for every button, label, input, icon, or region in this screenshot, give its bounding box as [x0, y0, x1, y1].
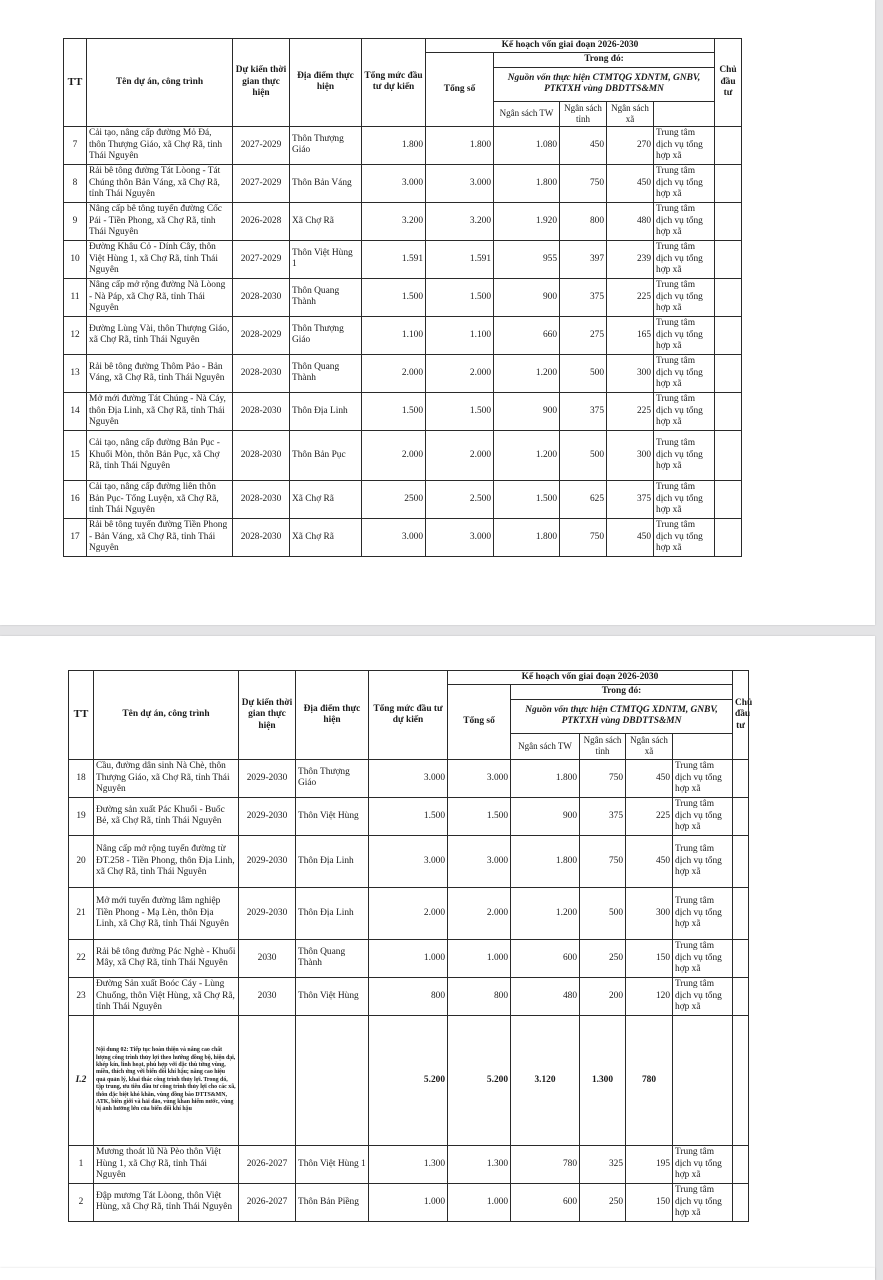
cell-location: Thôn Việt Hùng — [296, 977, 369, 1015]
cell-investor: Trung tâm dịch vụ tổng hợp xã — [654, 316, 715, 354]
cell-project-name: Rải bê tông đường Tát Lòong - Tát Chúng thôn Bản Váng, xã Chợ Rã, tỉnh Thái Nguyên — [87, 164, 233, 202]
cell-note — [733, 1145, 749, 1183]
header-time: Dự kiến thời gian thực hiện — [239, 671, 296, 760]
cell-tt: 11 — [64, 278, 87, 316]
cell-project-name: Rải bê tông đường Thôm Pảo - Bản Váng, xã Chợ Rã, tỉnh Thái Nguyên — [87, 354, 233, 392]
cell-commune-budget: 375 — [607, 480, 654, 518]
cell-total-investment: 1.100 — [362, 316, 426, 354]
cell-investor: Trung tâm dịch vụ tổng hợp xã — [654, 430, 715, 480]
cell-project-name: Nâng cấp mở rộng tuyến đường từ ĐT.258 - Tiền Phong, thôn Địa Linh, xã Chợ Rã, tỉnh Thái Nguyên — [94, 835, 239, 887]
cell-project-name: Cầu, đường dân sinh Nà Chè, thôn Thượng Giáo, xã Chợ Rã, tỉnh Thái Nguyên — [94, 759, 239, 797]
cell-province-budget: 275 — [560, 316, 607, 354]
cell-commune-budget: 225 — [607, 278, 654, 316]
cell-investor: Trung tâm dịch vụ tổng hợp xã — [673, 977, 733, 1015]
cell-project-name: Rải bê tông tuyến đường Tiền Phong - Bản Váng, xã Chợ Rã, tỉnh Thái Nguyên — [87, 518, 233, 556]
cell-sum: 3.000 — [448, 759, 511, 797]
header-province-budget: Ngân sách tỉnh — [560, 101, 607, 126]
cell-sum: 1.500 — [426, 392, 494, 430]
cell-project-name: Mương thoát lũ Nà Pèo thôn Việt Hùng 1, xã Chợ Rã, tỉnh Thái Nguyên — [94, 1145, 239, 1183]
cell-note — [715, 518, 742, 556]
cell-investor: Trung tâm dịch vụ tổng hợp xã — [654, 126, 715, 164]
cell-commune-budget: 450 — [626, 835, 673, 887]
cell-project-name: Đập mương Tát Lòong, thôn Việt Hùng, xã Chợ Rã, tỉnh Thái Nguyên — [94, 1183, 239, 1221]
cell-central-budget: 1.200 — [494, 430, 560, 480]
cell-time: 2029-2030 — [239, 759, 296, 797]
cell-investor: Trung tâm dịch vụ tổng hợp xã — [673, 887, 733, 939]
cell-project-name: Đường Sản xuất Boóc Cáy - Lùng Chuổng, thôn Việt Hùng, xã Chợ Rã, tỉnh Thái Nguyên — [94, 977, 239, 1015]
cell-tt: 21 — [69, 887, 94, 939]
cell-commune-budget: 239 — [607, 240, 654, 278]
table-row — [69, 1183, 749, 1221]
section-central-budget: 3.120 — [511, 1015, 580, 1145]
cell-tt: 1 — [69, 1145, 94, 1183]
cell-investor: Trung tâm dịch vụ tổng hợp xã — [673, 835, 733, 887]
cell-central-budget: 1.800 — [494, 518, 560, 556]
cell-time: 2028-2029 — [233, 316, 290, 354]
section-content: Nội dung 02: Tiếp tục hoàn thiện và nâng cao chất lượng công trình thủy lợi theo hướng đồng bộ, hiện đại, khép kín, linh hoạt, phù hợp với đặc thù từng vùng, miền, thích ứng với biến đổi khí hậu; nâng cao hiệu quả quản lý, khai thác công trình thủy lợi. Trong đó, tập trung, ưu tiên đầu tư công trình thủy lợi cho các xã, thôn đặc biệt khó khăn, vùng đồng bào DTTS&MN, ATK, biên giới và hải đảo, vùng khan hiếm nước, vùng bị ảnh hưởng lớn của biến đổi khí hậu — [94, 1015, 239, 1145]
cell-location: Thôn Việt Hùng — [296, 797, 369, 835]
cell-note — [715, 164, 742, 202]
cell-central-budget: 1.800 — [511, 835, 580, 887]
cell-province-budget: 250 — [580, 1183, 626, 1221]
cell-note — [733, 939, 749, 977]
cell-sum: 1.100 — [426, 316, 494, 354]
budget-table-page-2 — [68, 670, 753, 1222]
cell-time: 2026-2027 — [239, 1183, 296, 1221]
cell-total-investment: 1.500 — [362, 278, 426, 316]
section-province-budget: 1.300 — [580, 1015, 626, 1145]
cell-investor: Trung tâm dịch vụ tổng hợp xã — [654, 202, 715, 240]
cell-total-investment: 1.000 — [369, 939, 448, 977]
cell-commune-budget: 270 — [607, 126, 654, 164]
section-total-investment: 5.200 — [369, 1015, 448, 1145]
cell-central-budget: 660 — [494, 316, 560, 354]
cell-location: Thôn Bản Piềng — [296, 1183, 369, 1221]
cell-location: Thôn Địa Linh — [296, 887, 369, 939]
header-capital-plan: Kế hoạch vốn giai đoạn 2026-2030 — [426, 39, 715, 53]
cell-province-budget: 375 — [560, 278, 607, 316]
header-investor: Chủ đầu tư — [715, 39, 742, 127]
cell-investor: Trung tâm dịch vụ tổng hợp xã — [654, 392, 715, 430]
header-commune-budget: Ngân sách xã — [607, 101, 654, 126]
cell-note — [715, 202, 742, 240]
cell-note — [733, 797, 749, 835]
cell-time: 2027-2029 — [233, 164, 290, 202]
cell-total-investment: 800 — [369, 977, 448, 1015]
cell-project-name: Cải tạo, nâng cấp đường liên thôn Bản Pục- Tổng Luyện, xã Chợ Rã, tỉnh Thái Nguyên — [87, 480, 233, 518]
cell-commune-budget: 165 — [607, 316, 654, 354]
table-row — [64, 430, 742, 480]
cell-location: Thôn Thượng Giáo — [290, 126, 362, 164]
cell-tt: 16 — [64, 480, 87, 518]
cell-sum: 1.000 — [448, 1183, 511, 1221]
header-project-name: Tên dự án, công trình — [94, 671, 239, 760]
cell-commune-budget: 150 — [626, 939, 673, 977]
cell-location: Thôn Địa Linh — [296, 835, 369, 887]
cell-sum: 2.000 — [426, 354, 494, 392]
table-row — [69, 977, 749, 1015]
cell-commune-budget: 300 — [607, 430, 654, 480]
cell-investor: Trung tâm dịch vụ tổng hợp xã — [654, 278, 715, 316]
cell-total-investment: 1.300 — [369, 1145, 448, 1183]
cell-central-budget: 1.800 — [511, 759, 580, 797]
section-row — [69, 1015, 749, 1145]
cell-time: 2028-2030 — [233, 518, 290, 556]
cell-commune-budget: 450 — [607, 518, 654, 556]
header-location: Địa điểm thực hiện — [296, 671, 369, 760]
cell-total-investment: 3.000 — [362, 518, 426, 556]
header-sum: Tổng số — [448, 685, 511, 759]
document-page-3 — [0, 1268, 875, 1280]
cell-total-investment: 1.591 — [362, 240, 426, 278]
header-total-investment: Tổng mức đầu tư dự kiến — [369, 671, 448, 760]
cell-location: Thôn Việt Hùng 1 — [296, 1145, 369, 1183]
cell-central-budget: 900 — [494, 278, 560, 316]
cell-total-investment: 2500 — [362, 480, 426, 518]
cell-sum: 2.500 — [426, 480, 494, 518]
cell-province-budget: 625 — [560, 480, 607, 518]
cell-province-budget: 200 — [580, 977, 626, 1015]
header-of-which: Trong đó: — [494, 53, 715, 67]
cell-central-budget: 1.200 — [494, 354, 560, 392]
table-row — [69, 887, 749, 939]
header-investor: Chủ đầu tư — [733, 671, 749, 760]
cell-central-budget: 900 — [494, 392, 560, 430]
cell-location: Xã Chợ Rã — [290, 480, 362, 518]
cell-sum: 3.000 — [426, 518, 494, 556]
cell-commune-budget: 450 — [626, 759, 673, 797]
cell-time: 2027-2029 — [233, 240, 290, 278]
cell-province-budget: 250 — [580, 939, 626, 977]
cell-time: 2030 — [239, 939, 296, 977]
cell-location: Thôn Quang Thành — [296, 939, 369, 977]
cell-time: 2030 — [239, 977, 296, 1015]
cell-tt: 18 — [69, 759, 94, 797]
cell-time: 2029-2030 — [239, 887, 296, 939]
cell-commune-budget: 150 — [626, 1183, 673, 1221]
cell-sum: 1.500 — [448, 797, 511, 835]
cell-central-budget: 480 — [511, 977, 580, 1015]
cell-province-budget: 750 — [560, 518, 607, 556]
header-tt: TT — [69, 671, 94, 760]
cell-total-investment: 2.000 — [362, 354, 426, 392]
cell-note — [733, 1183, 749, 1221]
cell-investor: Trung tâm dịch vụ tổng hợp xã — [654, 480, 715, 518]
cell-total-investment: 1.500 — [362, 392, 426, 430]
cell-total-investment: 3.200 — [362, 202, 426, 240]
cell-central-budget: 1.800 — [494, 164, 560, 202]
cell-time: 2028-2030 — [233, 278, 290, 316]
cell-tt: 9 — [64, 202, 87, 240]
cell-note — [715, 430, 742, 480]
table-row — [69, 1145, 749, 1183]
cell-sum: 1.591 — [426, 240, 494, 278]
cell-project-name: Nâng cấp bê tông tuyến đường Cốc Pái - Tiền Phong, xã Chợ Rã, tỉnh Thái Nguyên — [87, 202, 233, 240]
document-page-1 — [0, 0, 875, 625]
table-row — [69, 835, 749, 887]
cell-province-budget: 800 — [560, 202, 607, 240]
cell-note — [715, 392, 742, 430]
header-project-name: Tên dự án, công trình — [87, 39, 233, 127]
cell-project-name: Mở mới đường Tát Chúng - Nà Cáy, thôn Địa Linh, xã Chợ Rã, tỉnh Thái Nguyên — [87, 392, 233, 430]
cell-project-name: Rải bê tông đường Pác Nghè - Khuổi Mây, xã Chợ Rã, tỉnh Thái Nguyên — [94, 939, 239, 977]
cell-tt: 22 — [69, 939, 94, 977]
cell-note — [733, 1015, 749, 1145]
cell-total-investment: 3.000 — [369, 759, 448, 797]
cell-project-name: Nâng cấp mở rộng đường Nà Lòong - Nà Páp, xã Chợ Rã, tỉnh Thái Nguyên — [87, 278, 233, 316]
cell-total-investment: 1.800 — [362, 126, 426, 164]
cell-sum: 2.000 — [448, 887, 511, 939]
cell-location: Xã Chợ Rã — [290, 202, 362, 240]
header-time: Dự kiến thời gian thực hiện — [233, 39, 290, 127]
cell-project-name: Đường Khâu Cỏ - Dính Cây, thôn Việt Hùng 1, xã Chợ Rã, tỉnh Thái Nguyên — [87, 240, 233, 278]
table-row — [64, 164, 742, 202]
cell-sum: 2.000 — [426, 430, 494, 480]
cell-central-budget: 1.080 — [494, 126, 560, 164]
cell-time: 2026-2027 — [239, 1145, 296, 1183]
cell-time: 2029-2030 — [239, 797, 296, 835]
cell-investor — [673, 1015, 733, 1145]
cell-project-name: Mở mới tuyến đường lâm nghiệp Tiền Phong - Mạ Lèn, thôn Địa Linh, xã Chợ Rã, tỉnh Thái Nguyên — [94, 887, 239, 939]
cell-tt: 15 — [64, 430, 87, 480]
cell-province-budget: 500 — [560, 354, 607, 392]
cell-commune-budget: 300 — [607, 354, 654, 392]
cell-tt: 17 — [64, 518, 87, 556]
header-capital-plan: Kế hoạch vốn giai đoạn 2026-2030 — [448, 671, 733, 685]
cell-total-investment: 2.000 — [362, 430, 426, 480]
table-row — [64, 202, 742, 240]
cell-sum: 1.300 — [448, 1145, 511, 1183]
cell-total-investment: 2.000 — [369, 887, 448, 939]
cell-province-budget: 750 — [580, 759, 626, 797]
cell-central-budget: 1.200 — [511, 887, 580, 939]
table-row — [64, 480, 742, 518]
cell-tt: 10 — [64, 240, 87, 278]
cell-location: Xã Chợ Rã — [290, 518, 362, 556]
header-commune-budget: Ngân sách xã — [626, 733, 673, 759]
cell-time — [239, 1015, 296, 1145]
cell-tt: 7 — [64, 126, 87, 164]
cell-time: 2028-2030 — [233, 392, 290, 430]
table-row — [64, 126, 742, 164]
header-funding-source: Nguồn vốn thực hiện CTMTQG XDNTM, GNBV, PTKTXH vùng DBDTTS&MN — [494, 67, 715, 101]
header-tt: TT — [64, 39, 87, 127]
cell-province-budget: 450 — [560, 126, 607, 164]
table-row — [69, 759, 749, 797]
cell-central-budget: 1.500 — [494, 480, 560, 518]
budget-table-page-1 — [63, 38, 742, 557]
cell-commune-budget: 480 — [607, 202, 654, 240]
cell-commune-budget: 450 — [607, 164, 654, 202]
cell-commune-budget: 225 — [626, 797, 673, 835]
cell-project-name: Cải tạo, nâng cấp đường Bản Pục - Khuổi Mòn, thôn Bản Pục, xã Chợ Rã, tỉnh Thái Nguyên — [87, 430, 233, 480]
cell-tt: 13 — [64, 354, 87, 392]
table-row — [64, 518, 742, 556]
cell-central-budget: 780 — [511, 1145, 580, 1183]
cell-location: Thôn Bản Pục — [290, 430, 362, 480]
cell-time: 2027-2029 — [233, 126, 290, 164]
cell-province-budget: 500 — [580, 887, 626, 939]
cell-investor: Trung tâm dịch vụ tổng hợp xã — [654, 518, 715, 556]
cell-province-budget: 375 — [560, 392, 607, 430]
cell-province-budget: 397 — [560, 240, 607, 278]
cell-location: Thôn Thượng Giáo — [290, 316, 362, 354]
cell-province-budget: 325 — [580, 1145, 626, 1183]
cell-sum: 3.200 — [426, 202, 494, 240]
cell-investor: Trung tâm dịch vụ tổng hợp xã — [673, 759, 733, 797]
section-commune-budget: 780 — [626, 1015, 673, 1145]
cell-location: Thôn Quang Thành — [290, 278, 362, 316]
cell-time: 2026-2028 — [233, 202, 290, 240]
header-funding-source: Nguồn vốn thực hiện CTMTQG XDNTM, GNBV, PTKTXH vùng DBDTTS&MN — [511, 699, 733, 733]
cell-investor: Trung tâm dịch vụ tổng hợp xã — [673, 939, 733, 977]
cell-time: 2028-2030 — [233, 354, 290, 392]
table-row — [69, 939, 749, 977]
cell-note — [715, 126, 742, 164]
cell-project-name: Cải tạo, nâng cấp đường Mỏ Đá, thôn Thượng Giáo, xã Chợ Rã, tỉnh Thái Nguyên — [87, 126, 233, 164]
cell-sum: 3.000 — [448, 835, 511, 887]
cell-commune-budget: 120 — [626, 977, 673, 1015]
cell-sum: 800 — [448, 977, 511, 1015]
table-row — [64, 316, 742, 354]
cell-province-budget: 750 — [580, 835, 626, 887]
section-sum: 5.200 — [448, 1015, 511, 1145]
table-row — [64, 278, 742, 316]
cell-tt: 14 — [64, 392, 87, 430]
header-central-budget: Ngân sách TW — [511, 733, 580, 759]
table-row — [64, 354, 742, 392]
cell-commune-budget: 300 — [626, 887, 673, 939]
cell-tt: 19 — [69, 797, 94, 835]
cell-tt: 2 — [69, 1183, 94, 1221]
cell-time: 2028-2030 — [233, 430, 290, 480]
cell-sum: 1.800 — [426, 126, 494, 164]
header-location: Địa điểm thực hiện — [290, 39, 362, 127]
cell-total-investment: 3.000 — [362, 164, 426, 202]
cell-investor: Trung tâm dịch vụ tổng hợp xã — [654, 164, 715, 202]
cell-time: 2028-2030 — [233, 480, 290, 518]
header-sum: Tổng số — [426, 53, 494, 126]
header-province-budget: Ngân sách tỉnh — [580, 733, 626, 759]
cell-commune-budget: 195 — [626, 1145, 673, 1183]
table-body-page-2 — [69, 759, 749, 1221]
cell-tt: 8 — [64, 164, 87, 202]
table-row — [69, 797, 749, 835]
cell-project-name: Đường Lùng Vài, thôn Thượng Giáo, xã Chợ Rã, tỉnh Thái Nguyên — [87, 316, 233, 354]
header-central-budget: Ngân sách TW — [494, 101, 560, 126]
cell-province-budget: 500 — [560, 430, 607, 480]
cell-sum: 1.500 — [426, 278, 494, 316]
cell-location: Thôn Quang Thành — [290, 354, 362, 392]
cell-investor: Trung tâm dịch vụ tổng hợp xã — [673, 1145, 733, 1183]
cell-note — [715, 354, 742, 392]
cell-location: Thôn Địa Linh — [290, 392, 362, 430]
cell-central-budget: 955 — [494, 240, 560, 278]
cell-location — [296, 1015, 369, 1145]
cell-central-budget: 600 — [511, 1183, 580, 1221]
cell-location: Thôn Thượng Giáo — [296, 759, 369, 797]
cell-sum: 3.000 — [426, 164, 494, 202]
document-page-2 — [0, 636, 875, 1280]
cell-total-investment: 3.000 — [369, 835, 448, 887]
cell-total-investment: 1.000 — [369, 1183, 448, 1221]
cell-note — [715, 278, 742, 316]
cell-central-budget: 900 — [511, 797, 580, 835]
cell-tt: 12 — [64, 316, 87, 354]
cell-note — [715, 480, 742, 518]
section-tt: I.2 — [69, 1015, 94, 1145]
cell-province-budget: 375 — [580, 797, 626, 835]
table-body-page-1 — [64, 126, 742, 556]
cell-sum: 1.000 — [448, 939, 511, 977]
cell-commune-budget: 225 — [607, 392, 654, 430]
cell-investor: Trung tâm dịch vụ tổng hợp xã — [673, 1183, 733, 1221]
cell-investor: Trung tâm dịch vụ tổng hợp xã — [654, 240, 715, 278]
cell-note — [715, 240, 742, 278]
table-row — [64, 392, 742, 430]
cell-note — [733, 887, 749, 939]
cell-central-budget: 600 — [511, 939, 580, 977]
cell-province-budget: 750 — [560, 164, 607, 202]
cell-tt: 23 — [69, 977, 94, 1015]
cell-note — [733, 759, 749, 797]
cell-note — [733, 835, 749, 887]
cell-central-budget: 1.920 — [494, 202, 560, 240]
cell-investor: Trung tâm dịch vụ tổng hợp xã — [654, 354, 715, 392]
cell-total-investment: 1.500 — [369, 797, 448, 835]
cell-note — [733, 977, 749, 1015]
cell-time: 2029-2030 — [239, 835, 296, 887]
cell-location: Thôn Bản Váng — [290, 164, 362, 202]
table-row — [64, 240, 742, 278]
header-total-investment: Tổng mức đầu tư dự kiến — [362, 39, 426, 127]
cell-investor: Trung tâm dịch vụ tổng hợp xã — [673, 797, 733, 835]
header-of-which: Trong đó: — [511, 685, 733, 699]
cell-location: Thôn Việt Hùng 1 — [290, 240, 362, 278]
cell-tt: 20 — [69, 835, 94, 887]
cell-note — [715, 316, 742, 354]
cell-project-name: Đường sản xuất Pác Khuổi - Buốc Bẻ, xã Chợ Rã, tỉnh Thái Nguyên — [94, 797, 239, 835]
